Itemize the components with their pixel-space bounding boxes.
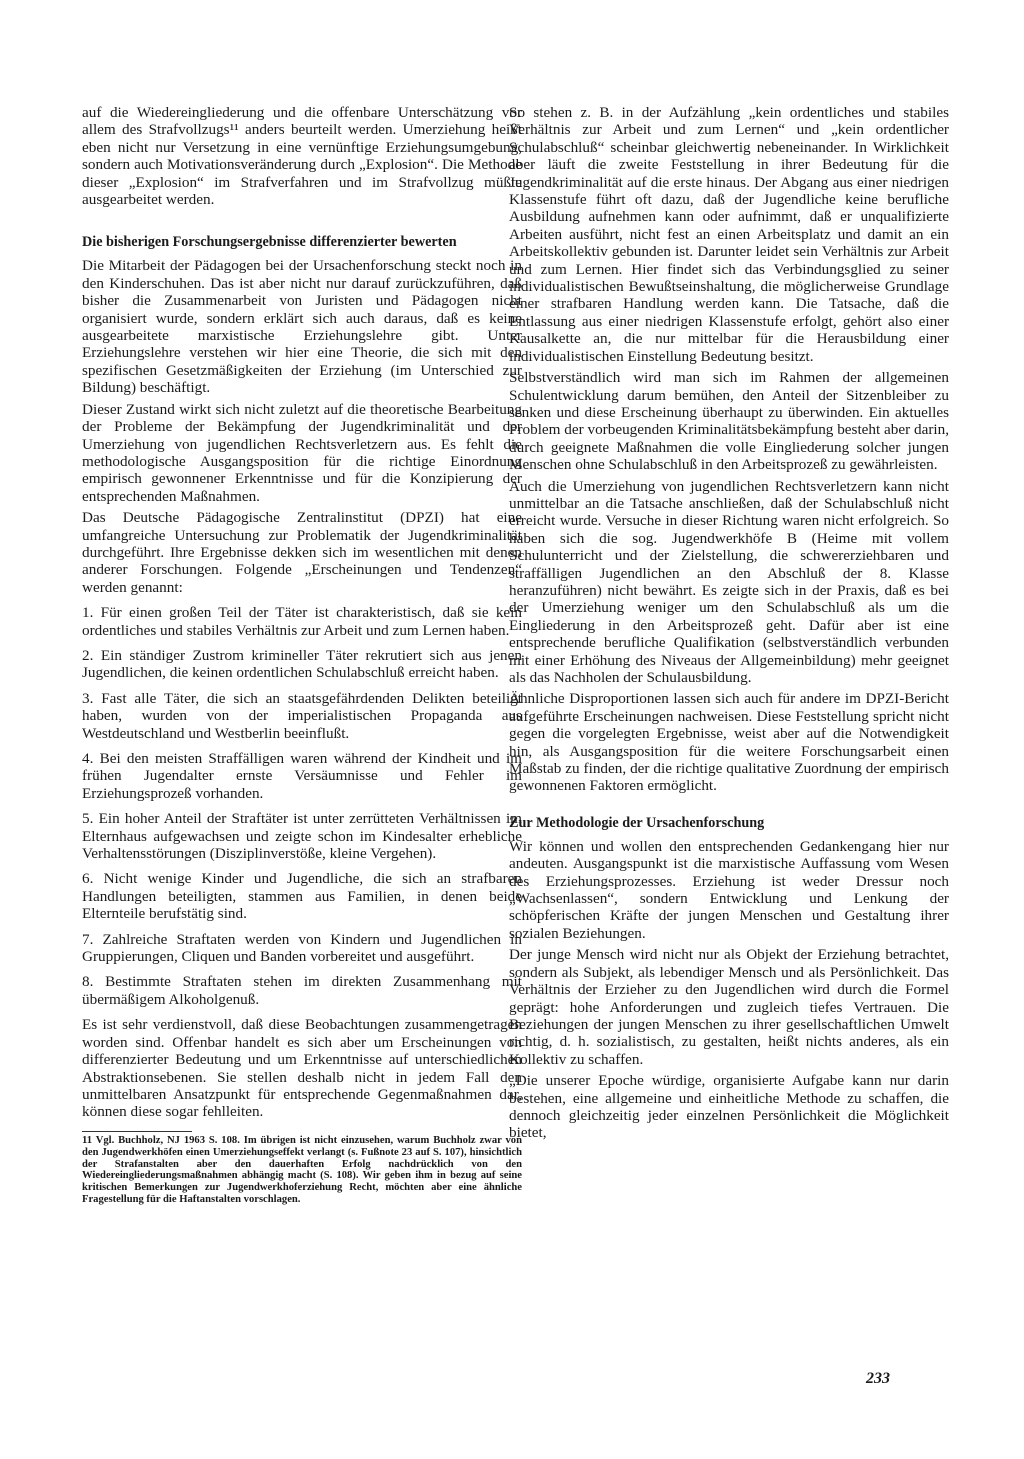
paragraph: So stehen z. B. in der Aufzählung „kein ordentliches und stabiles Verhältnis zur Arbeit und zum Lernen“ und „kein ordentlicher Schulabschluß“ scheinbar gleichwertig nebeneinander. In Wirklichkeit aber läuft die zweite Feststellung in ihrer Bedeutung für die Jugendkriminalität auf die erste hinaus. Der Abgang aus einer niedrigen Klassenstufe führt oft dazu, daß der Jugendliche keine berufliche Ausbildung aufnehmen kann oder aufnimmt, daß er unqualifizierte Arbeiten ausführt, nicht fest an einen Arbeitsplatz und damit an ein Arbeitskollektiv gebunden ist. Darunter leidet sein Verhältnis zur Arbeit und zum Lernen. Hier findet sich das Verbindungsglied zu seiner individualistischen Bewußtseinshaltung, die möglicherweise Grundlage einer strafbaren Handlung werden kann. Die Tatsache, daß die Entlassung aus einer niedrigen Klassenstufe erfolgt, gehört also einer Kausalkette an, die nur mittelbar für die Herausbildung einer individualistischen Einstellung Bedeutung besitzt. [509, 104, 949, 365]
paragraph: Der junge Mensch wird nicht nur als Objekt der Erziehung betrachtet, sondern als Subjekt, als lebendiger Mensch und als Persönlichkeit. Das Verhältnis der Erzieher zu den Jugendlichen wird durch die Formel geprägt: hohe Anforderungen und zugleich tiefes Vertrauen. Die Beziehungen der jungen Menschen zu ihrer gesellschaftlichen Umwelt richtig, d. h. sozialistisch, zu gestalten, heißt nichts anderes, als ein Kollektiv zu schaffen. [509, 946, 949, 1068]
list-item: 4. Bei den meisten Straffälligen waren während der Kindheit und im frühen Jugendalter ernste Versäumnisse und Fehler im Erziehungsprozeß vorhanden. [82, 750, 522, 802]
right-column [509, 104, 949, 1142]
paragraph: Wir können und wollen den entsprechenden Gedankengang hier nur andeuten. Ausgangspunkt ist die marxistische Auffassung vom Wesen des Erziehungsprozesses. Erziehung ist weder Dressur noch „Wachsenlassen“, sondern Entwicklung und Lenkung der schöpferischen Kräfte der jungen Menschen und Gestaltung ihrer sozialen Beziehungen. [509, 837, 949, 942]
paragraph: auf die Wiedereingliederung und die offenbare Unterschätzung vor allem des Strafvollzugs¹¹ anders beurteilt werden. Umerziehung heißt eben nicht nur Versetzung in eine vernünftige Erziehungsumgebung, sondern auch Motivationsveränderung durch „Explosion“. Die Methode dieser „Explosion“ im Strafverfahren und im Strafvollzug müßte ausgearbeitet werden. [82, 104, 522, 209]
list-item: 2. Ein ständiger Zustrom krimineller Täter rekrutiert sich aus jenen Jugendlichen, die keinen ordentlichen Schulabschluß erreicht haben. [82, 646, 522, 682]
left-column [82, 104, 522, 1206]
list-item: 1. Für einen großen Teil der Täter ist charakteristisch, daß sie kein ordentliches und stabiles Verhältnis zur Arbeit und zum Lernen haben. [82, 604, 522, 639]
list-item: 3. Fast alle Täter, die sich an staatsgefährdenden Delikten beteiligt haben, wurden von der imperialistischen Propaganda aus Westdeutschland und Westberlin beeinflußt. [82, 689, 522, 742]
list-item: 7. Zahlreiche Straftaten werden von Kindern und Jugendlichen in Gruppierungen, Cliquen und Banden vorbereitet und ausgeführt. [82, 930, 522, 966]
footnote: 11 Vgl. Buchholz, NJ 1963 S. 108. Im übrigen ist nicht einzusehen, warum Buchholz zwar von den Jugendwerkhöfen einen Umerziehungseffekt verlangt (s. Fußnote 23 auf S. 107), hinsichtlich der Strafanstalten aber den dauerhaften Erfolg nachdrücklich von den Wiedereingliederungsmaßnahmen abhängig macht (S. 108). Wir geben ihm in bezug auf seine kritischen Bemerkungen zur Jugendwerkhoferziehung Recht, möchten aber eine ähnliche Fragestellung für die Haftanstalten vorschlagen. [82, 1134, 522, 1206]
paragraph: Die Mitarbeit der Pädagogen bei der Ursachenforschung steckt noch in den Kinderschuhen. Das ist aber nicht nur darauf zurückzuführen, daß bisher die Zusammenarbeit von Juristen und Pädagogen nicht organisiert wurde, sondern erklärt sich auch daraus, daß es keine ausgearbeitete marxistische Erziehungslehre gibt. Unter Erziehungslehre verstehen wir hier eine Theorie, die sich mit den spezifischen Gesetzmäßigkeiten der Erziehung (im Unterschied zur Bildung) beschäftigt. [82, 257, 522, 397]
section-heading: Zur Methodologie der Ursachenforschung [509, 814, 765, 831]
footnote-divider [82, 1131, 192, 1132]
paragraph: Ähnliche Disproportionen lassen sich auch für andere im DPZI-Bericht aufgeführte Erscheinungen nachweisen. Diese Feststellung spricht nicht gegen die vorgelegten Ergebnisse, weist aber auf die Notwendigkeit hin, als Ausgangsposition für die weitere Forschungsarbeit einen Maßstab zu finden, der die richtige qualitative Zuordnung der empirisch gewonnenen Faktoren ermöglicht. [509, 690, 949, 795]
paragraph: „Die unserer Epoche würdige, organisierte Aufgabe kann nur darin bestehen, eine allgemeine und einheitliche Methode zu schaffen, die dennoch gleichzeitig jeder einzelnen Persönlichkeit die Möglichkeit bietet, [509, 1072, 949, 1142]
list-item: 5. Ein hoher Anteil der Straftäter ist unter zerrütteten Verhältnissen im Elternhaus aufgewachsen und zeigte schon im Kindesalter erhebliche Verhaltensstörungen (Disziplinverstöße, kleine Vergehen). [82, 810, 522, 863]
paragraph: Selbstverständlich wird man sich im Rahmen der allgemeinen Schulentwicklung darum bemühen, den Anteil der Sitzenbleiber zu senken und diese Erscheinung überhaupt zu überwinden. Ein aktuelles Problem der vorbeugenden Kriminalitätsbekämpfung besteht aber darin, durch geeignete Maßnahmen die volle Eingliederung solcher jungen Menschen ohne Schulabschluß in den Arbeitsprozeß zu gewährleisten. [509, 369, 949, 474]
list-item: 8. Bestimmte Straftaten stehen im direkten Zusammenhang mit übermäßigem Alkoholgenuß. [82, 973, 522, 1008]
section-heading: Die bisherigen Forschungsergebnisse differenzierter bewerten [82, 234, 457, 251]
page-number: 233 [866, 1370, 890, 1387]
paragraph: Dieser Zustand wirkt sich nicht zuletzt auf die theoretische Bearbeitung der Probleme der Bekämpfung der Jugendkriminalität und der Umerziehung von jugendlichen Rechtsverletzern aus. Es fehlt die methodologische Ausgangsposition für die richtige Einordnung empirisch gewonnener Erkenntnisse und für die Konzipierung der entsprechenden Maßnahmen. [82, 400, 522, 505]
paragraph: Auch die Umerziehung von jugendlichen Rechtsverletzern kann nicht unmittelbar an die Tatsache anschließen, daß der Schulabschluß nicht erreicht wurde. Versuche in dieser Richtung waren nicht erfolgreich. So haben sich die sog. Jugendwerkhöfe B (Heime mit vollem Schulunterricht und der Zielstellung, die schwererziehbaren und straffälligen Jugendlichen an den Abschluß der 8. Klasse heranzuführen) nicht bewährt. Es zeigte sich in der Praxis, daß es bei der Umerziehung weniger um den Schulabschluß als um die Eingliederung in den Arbeitsprozeß geht. Dafür aber ist eine entsprechende berufliche Qualifikation (selbstverständlich verbunden mit einer Erhöhung des Niveaus der Allgemeinbildung) mehr geeignet als das Nachholen der Schulausbildung. [509, 477, 949, 686]
list-item: 6. Nicht wenige Kinder und Jugendliche, die sich an strafbaren Handlungen beteiligten, stammen aus Familien, in denen beide Elternteile berufstätig sind. [82, 870, 522, 923]
paragraph: Das Deutsche Pädagogische Zentralinstitut (DPZI) hat eine umfangreiche Untersuchung zur Problematik der Jugendkriminalität durchgeführt. Ihre Ergebnisse dekken sich im wesentlichen mit denen anderer Forschungen. Folgende „Erscheinungen und Tendenzen“ werden genannt: [82, 509, 522, 596]
paragraph: Es ist sehr verdienstvoll, daß diese Beobachtungen zusammengetragen worden sind. Offenbar handelt es sich aber um Erscheinungen von differenzierter Bedeutung und um Erkenntnisse auf unterschiedlichen Abstraktionsebenen. Sie stellen deshalb nicht in jedem Fall den unmittelbaren Ansatzpunkt für entsprechende Gegenmaßnahmen dar, können diese sogar fehlleiten. [82, 1016, 522, 1121]
